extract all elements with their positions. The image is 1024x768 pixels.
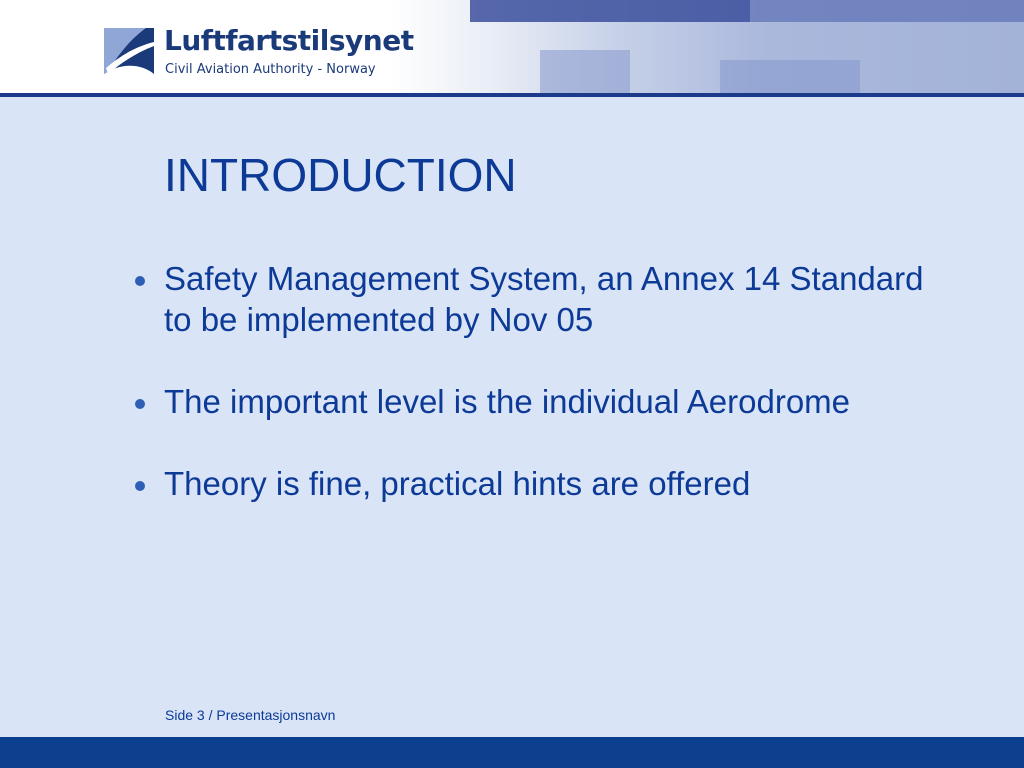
- bullet-list: [130, 258, 930, 545]
- swoosh-sail-logo-icon: [102, 24, 156, 78]
- bullet-dot-icon: [135, 399, 145, 409]
- brand-subtitle: Civil Aviation Authority - Norway: [165, 62, 376, 77]
- slide-footer-label: Side 3 / Presentasjonsnavn: [165, 707, 336, 723]
- header-banner: [0, 0, 1024, 93]
- brand-logo: [102, 24, 414, 84]
- header-grid-pattern: [420, 0, 1024, 93]
- bullet-text: Theory is fine, practical hints are offered: [164, 465, 751, 502]
- bullet-text: Safety Management System, an Annex 14 Standard to be implemented by Nov 05: [164, 260, 924, 338]
- bullet-dot-icon: [135, 276, 145, 286]
- brand-name: Luftfartstilsynet: [164, 24, 414, 57]
- slide-title: INTRODUCTION: [164, 149, 517, 201]
- list-item: [130, 463, 930, 504]
- footer-bar: [0, 737, 1024, 768]
- bullet-dot-icon: [135, 481, 145, 491]
- list-item: [130, 258, 930, 340]
- header-divider: [0, 93, 1024, 97]
- bullet-text: The important level is the individual Aerodrome: [164, 383, 851, 420]
- list-item: [130, 381, 930, 422]
